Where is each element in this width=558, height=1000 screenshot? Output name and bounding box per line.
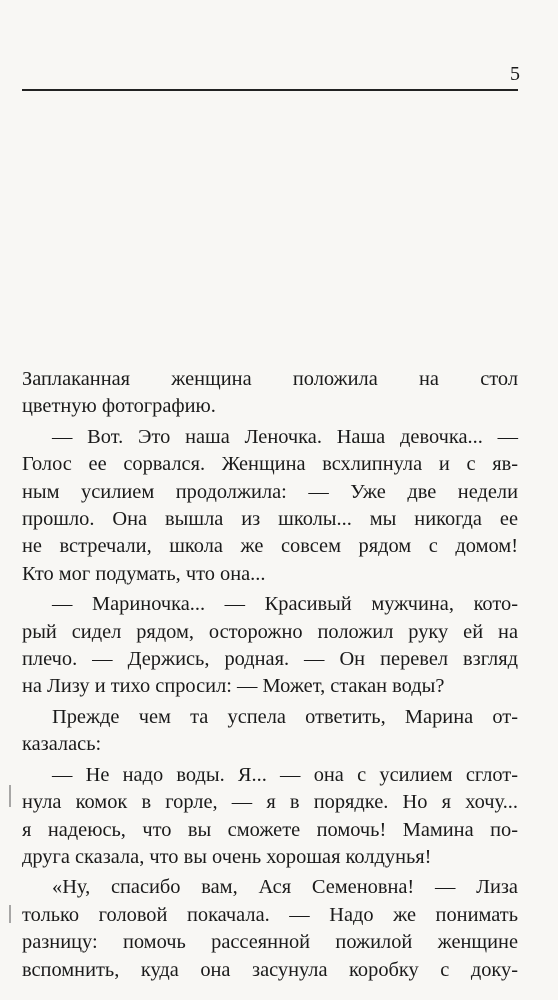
text-line: — Вот. Это наша Леночка. Наша девочка... —	[52, 425, 518, 448]
text-line: — Не надо воды. Я... — она с усилием сглот-	[52, 763, 518, 786]
paragraph	[22, 704, 518, 759]
text-line: цветную фотографию.	[22, 395, 216, 418]
scan-mark	[9, 785, 11, 807]
paragraph	[22, 762, 518, 872]
text-line: я надеюсь, что вы сможете помочь! Мамина по-	[22, 818, 518, 841]
text-line: нула комок в горле, — я в порядке. Но я хочу...	[22, 791, 518, 814]
text-line: казалась:	[22, 733, 102, 756]
text-line: разницу: помочь рассеянной пожилой женщине	[22, 931, 518, 954]
text-line: друга сказала, что вы очень хорошая колдунья!	[22, 845, 432, 868]
text-line: Кто мог подумать, что она...	[22, 562, 266, 585]
paragraph	[22, 366, 518, 421]
page-number: 5	[510, 63, 520, 85]
text-line: не встречали, школа же совсем рядом с домом!	[22, 535, 518, 558]
text-line: — Мариночка... — Красивый мужчина, кото-	[52, 593, 518, 616]
text-line: ным усилием продолжила: — Уже две недели	[22, 480, 518, 503]
paragraph	[22, 424, 518, 588]
text-line: только головой покачала. — Надо же понимать	[22, 903, 518, 926]
text-line: прошло. Она вышла из школы... мы никогда ее	[22, 508, 518, 531]
paragraph	[22, 591, 518, 701]
text-line: Заплаканная женщина положила на стол	[22, 368, 518, 390]
text-line: вспомнить, куда она засунула коробку с доку-	[22, 958, 518, 981]
text-line: «Ну, спасибо вам, Ася Семеновна! — Лиза	[52, 876, 518, 899]
text-line: рый сидел рядом, осторожно положил руку ей на	[22, 620, 518, 643]
text-line: плечо. — Держись, родная. — Он перевел взгляд	[22, 648, 518, 671]
text-line: Прежде чем та успела ответить, Марина от-	[52, 705, 518, 728]
scan-mark	[9, 905, 11, 923]
body-text	[22, 366, 518, 984]
text-line: Голос ее сорвался. Женщина всхлипнула и с яв-	[22, 453, 518, 476]
header-rule	[22, 89, 518, 91]
text-line: на Лизу и тихо спросил: — Может, стакан воды?	[22, 675, 445, 698]
paragraph	[22, 874, 518, 984]
